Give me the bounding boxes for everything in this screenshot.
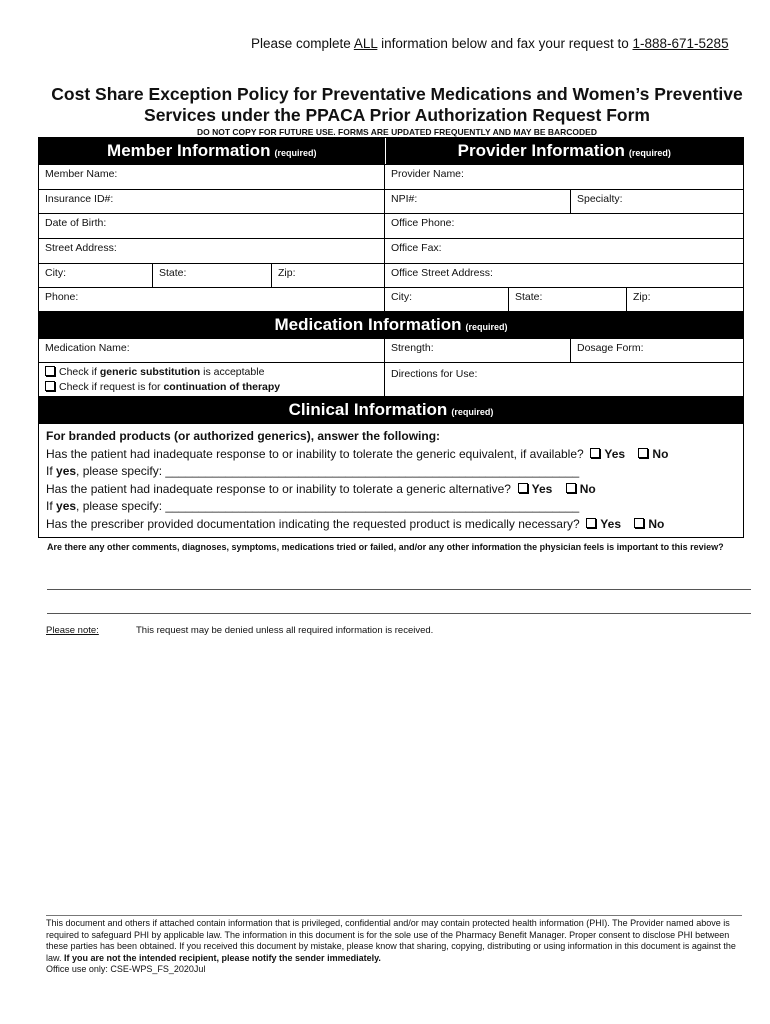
date-of-birth-field[interactable]: Date of Birth: (39, 214, 385, 238)
section-header-row (39, 138, 743, 165)
footer-bold-text: If you are not the intended recipient, please notify the sender immediately. (64, 952, 381, 963)
clinical-info-header (39, 397, 743, 424)
member-zip-field[interactable]: Zip: (272, 264, 385, 287)
generic-substitution-checkbox[interactable] (45, 366, 55, 376)
q1-yes-checkbox[interactable] (590, 448, 600, 458)
q3-yes-checkbox[interactable] (586, 518, 596, 528)
dosage-form-field[interactable]: Dosage Form: (577, 342, 644, 354)
continuation-option[interactable] (45, 380, 384, 395)
street-address-field[interactable]: Street Address: (39, 239, 385, 263)
member-state-field[interactable]: State: (153, 264, 272, 287)
question-3-text: Has the prescriber provided documentation indicating the requested product is medically necessary? (46, 516, 580, 531)
comments-line-1[interactable] (47, 589, 751, 590)
question-2 (46, 481, 743, 499)
medication-name-field[interactable]: Medication Name: (39, 339, 385, 362)
specify-1-pre: If (46, 464, 57, 478)
npi-field[interactable]: NPI#: (385, 190, 571, 213)
footer-disclaimer (46, 918, 746, 976)
q1-yes-label: Yes (604, 446, 626, 461)
specify-2[interactable] (46, 498, 743, 516)
provider-header-text: Provider Information (457, 141, 625, 160)
please-note-label: Please note: (46, 625, 99, 636)
member-required: (required) (274, 148, 317, 158)
directions-field[interactable]: Directions for Use: (391, 368, 478, 380)
office-street-field[interactable]: Office Street Address: (391, 267, 493, 279)
clinical-intro: For branded products (or authorized generics), answer the following: (46, 429, 441, 443)
specify-2-pre: If (46, 499, 57, 513)
q1-no-label: No (652, 446, 669, 461)
strength-field[interactable]: Strength: (385, 339, 571, 362)
provider-required: (required) (628, 148, 671, 158)
q3-no-label: No (648, 516, 665, 531)
form-title-line1: Cost Share Exception Policy for Preventative Medications and Women’s Preventive (51, 84, 743, 104)
generic-pre: Check if (59, 366, 100, 378)
form-title (0, 84, 770, 126)
generic-substitution-option[interactable] (45, 365, 384, 380)
continuation-checkbox[interactable] (45, 381, 55, 391)
clinical-questions (39, 424, 743, 538)
provider-info-header (386, 138, 743, 164)
member-header-text: Member Information (107, 141, 271, 160)
medication-required: (required) (465, 322, 508, 332)
fax-middle: information below and fax your request to (377, 36, 633, 51)
q2-no-label: No (579, 481, 596, 496)
fax-number: 1-888-671-5285 (632, 36, 729, 51)
office-phone-field[interactable]: Office Phone: (391, 217, 455, 229)
office-fax-field[interactable]: Office Fax: (391, 242, 442, 254)
member-phone-field[interactable]: Phone: (39, 288, 385, 311)
office-use-code: Office use only: CSE-WPS_FS_2020Jul (46, 964, 206, 974)
continuation-bold: continuation of therapy (163, 381, 281, 393)
provider-state-field[interactable]: State: (509, 288, 627, 311)
q2-yes-label: Yes (531, 481, 553, 496)
fax-instructions (251, 36, 729, 51)
please-note-text: This request may be denied unless all required information is received. (136, 625, 434, 636)
generic-bold: generic substitution (99, 366, 201, 378)
form-notice: DO NOT COPY FOR FUTURE USE. FORMS ARE UPDATED FREQUENTLY AND MAY BE BARCODED (196, 127, 597, 137)
q3-no-checkbox[interactable] (634, 518, 644, 528)
q3-yes-label: Yes (600, 516, 621, 531)
comments-line-2[interactable] (47, 613, 751, 614)
question-1-text: Has the patient had inadequate response to or inability to tolerate the generic equivalent, if available? (46, 446, 584, 461)
specify-1[interactable] (46, 463, 743, 481)
member-info-header (39, 138, 386, 164)
footer-text: This document and others if attached contain information that is privileged, confidential and/or may contain protected health information (PHI). The Provider named above is required to safeguard PHI by applicable law. The information in this document is for the sole use of the Pharmacy Benefit Manager. Proper consent to disclose PHI between these parties has been obtained. If you received this document by mistake, please know that sharing, copying, distributing or using information in this document is against the law. (46, 918, 736, 963)
form-title-line2: Services under the PPACA Prior Authorization Request Form (144, 105, 650, 125)
q1-no-checkbox[interactable] (638, 448, 648, 458)
fax-all: ALL (353, 36, 378, 51)
member-city-field[interactable]: City: (39, 264, 153, 287)
continuation-pre: Check if request is for (59, 381, 164, 393)
clinical-required: (required) (451, 407, 494, 417)
specify-2-bold: yes (56, 499, 77, 513)
specify-1-bold: yes (56, 464, 77, 478)
clinical-header-text: Clinical Information (288, 400, 448, 419)
question-2-text: Has the patient had inadequate response to or inability to tolerate a generic alternative? (46, 481, 511, 496)
member-name-field[interactable]: Member Name: (39, 165, 385, 189)
comments-question: Are there any other comments, diagnoses, symptoms, medications tried or failed, and/or any other information the physician feels is important to this review? (47, 542, 724, 552)
q2-no-checkbox[interactable] (566, 483, 576, 493)
question-1 (46, 446, 743, 464)
specify-1-post: , please specify: ______________________________________________________________ (76, 464, 580, 478)
specialty-field[interactable]: Specialty: (577, 193, 623, 205)
specify-2-post: , please specify: ______________________________________________________________ (76, 499, 580, 513)
footer-divider (46, 915, 742, 916)
question-3 (46, 516, 743, 534)
generic-post: is acceptable (200, 366, 265, 378)
insurance-id-field[interactable]: Insurance ID#: (39, 190, 385, 213)
provider-zip-field[interactable]: Zip: (633, 291, 651, 303)
fax-prefix: Please complete (251, 36, 354, 51)
medication-header-text: Medication Information (274, 315, 462, 334)
provider-city-field[interactable]: City: (385, 288, 509, 311)
provider-name-field[interactable]: Provider Name: (391, 168, 464, 180)
medication-checkboxes (39, 363, 385, 396)
medication-info-header (39, 312, 743, 339)
q2-yes-checkbox[interactable] (518, 483, 528, 493)
request-form (38, 137, 744, 538)
